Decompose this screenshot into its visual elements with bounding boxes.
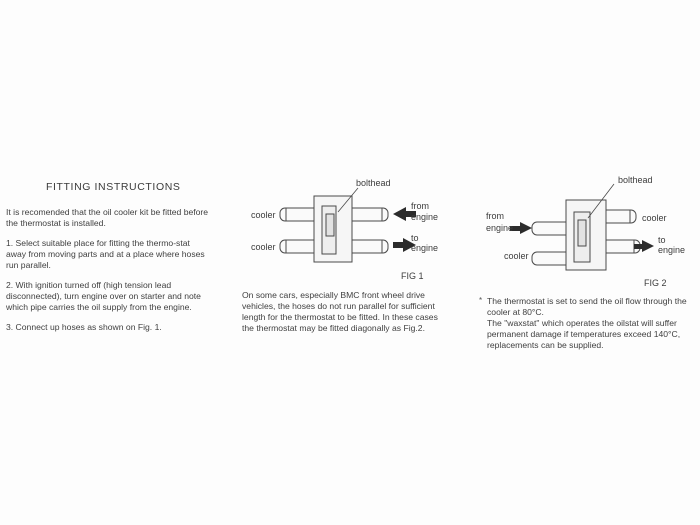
step-3: 3. Connect up hoses as shown on Fig. 1. (6, 322, 162, 332)
step-2: 2. With ignition turned off (high tension lead disconnected), turn engine over on starter and note which pipe carries the oil supply from the engine. (6, 280, 201, 312)
fig1-to-engine-label: engine (411, 243, 439, 253)
fig2-caption: FIG 2 (644, 278, 667, 288)
fig2-cooler-label-right: cooler (642, 213, 667, 223)
fig1-cooler-label-bottom: cooler (251, 242, 276, 252)
figure-2 (480, 168, 690, 288)
fitting-instructions-column (6, 182, 211, 342)
fig2-bolthead-label: bolthead (618, 175, 653, 185)
fig1-to-label: to (411, 233, 419, 243)
fig2-from-label: from (486, 211, 504, 221)
thermostat-note-line1: The thermostat is set to send the oil flow through the cooler at 80°C. (487, 296, 687, 317)
fig2-to-engine-label: engine (658, 245, 686, 255)
fig2-from-engine-label: engine (486, 223, 514, 233)
step-1: 1. Select suitable place for fitting the thermo-stat away from moving parts and at a place where hoses run parallel. (6, 238, 205, 270)
bmc-note-column (242, 290, 447, 343)
note-bullet: * (479, 296, 483, 305)
fig2-cooler-label-left: cooler (504, 251, 529, 261)
thermostat-note-column (481, 296, 691, 351)
intro-paragraph: It is recomended that the oil cooler kit be fitted before the thermostat is installed. (6, 207, 209, 228)
fig1-caption: FIG 1 (401, 271, 424, 281)
fig1-cooler-label-top: cooler (251, 210, 276, 220)
fig1-bolthead-label: bolthead (356, 178, 391, 188)
page-heading: FITTING INSTRUCTIONS (46, 181, 181, 193)
figure-1 (246, 176, 446, 286)
fig1-diagram (246, 176, 446, 286)
waxstat-note: The "waxstat" which operates the oilstat will suffer permanent damage if temperatures exceed 140°C, replacements can be supplied. (487, 318, 681, 350)
fig1-from-label: from (411, 201, 429, 211)
fig1-from-engine-label: engine (411, 212, 439, 222)
bmc-paragraph: On some cars, especially BMC front wheel drive vehicles, the hoses do not run parallel for sufficient length for the thermostat to be fitted. In these cases the thermostat may be fitted diagonally as Fig.2. (242, 290, 438, 333)
fig2-to-label: to (658, 235, 666, 245)
